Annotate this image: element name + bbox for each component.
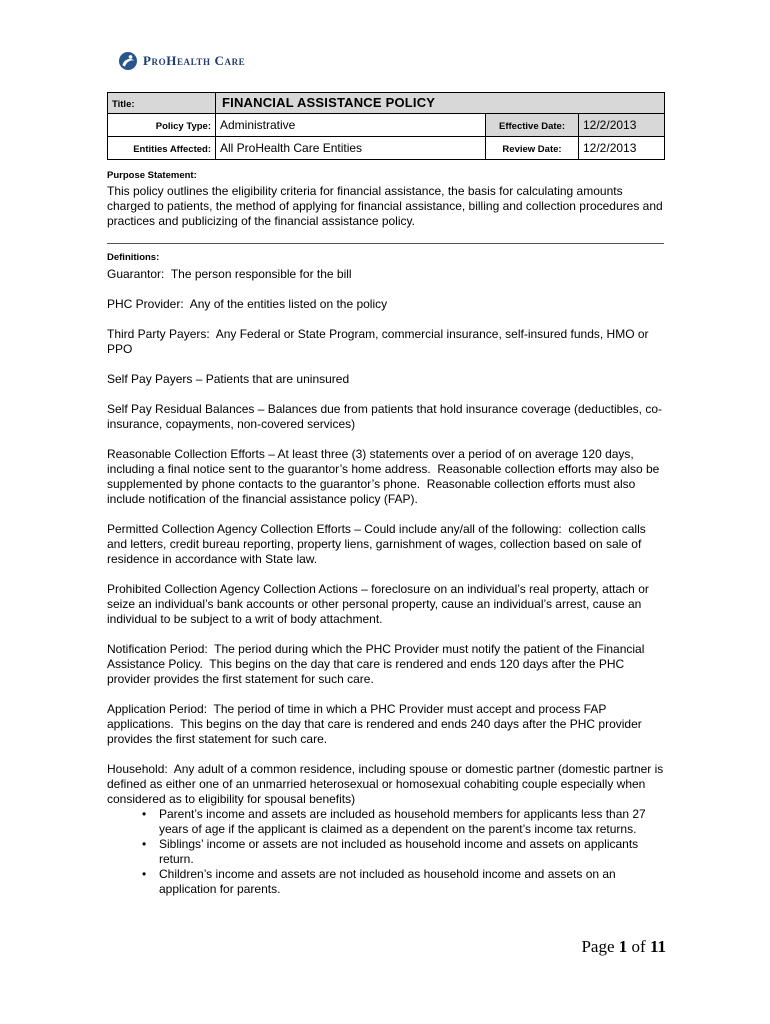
policy-header-table xyxy=(107,92,665,160)
review-date-label: Review Date: xyxy=(502,144,562,155)
logo-text: ProHealth Care xyxy=(143,53,246,68)
definition-self-pay-payers: Self Pay Payers – Patients that are uninsured xyxy=(107,372,350,386)
effective-date-value-cell xyxy=(579,114,665,137)
definition-prohibited-collection-actions: Prohibited Collection Agency Collection Actions – foreclosure on an individual’s real property, attach or seize an individual’s bank accounts or other personal property, cause an individual’s arrest, cause an individual to be subject to a writ of body attachment. xyxy=(107,582,653,626)
purpose-statement-text: This policy outlines the eligibility criteria for financial assistance, the basis for calculating amounts charged to patients, the method of applying for financial assistance, billing and collection procedures and practices and publicizing of the financial assistance policy. xyxy=(107,184,667,228)
policy-type-value: Administrative xyxy=(220,118,296,132)
prohealth-care-logo xyxy=(119,52,245,70)
definition-third-party-payers: Third Party Payers: Any Federal or State Program, commercial insurance, self-insured funds, HMO or PPO xyxy=(107,327,652,356)
effective-date-label: Effective Date: xyxy=(499,121,565,132)
purpose-section xyxy=(107,170,667,229)
purpose-statement-label: Purpose Statement: xyxy=(107,170,197,181)
definition-self-pay-residual-balances: Self Pay Residual Balances – Balances due from patients that hold insurance coverage (deductibles, co-insurance, copayments, non-covered services) xyxy=(107,402,662,431)
definition-permitted-collection-efforts: Permitted Collection Agency Collection Efforts – Could include any/all of the following: collection calls and letters, credit bureau reporting, property liens, garnishment of wages, collection based on sale of residence in accordance with State law. xyxy=(107,522,650,566)
definition-household: Household: Any adult of a common residence, including spouse or domestic partner (domestic partner is defined as either one of an unmarried heterosexual or homosexual cohabiting couple especially when considered as to eligibility for spousal benefits) xyxy=(107,762,667,806)
title-value-cell xyxy=(216,93,665,114)
definition-reasonable-collection-efforts: Reasonable Collection Efforts – At least three (3) statements over a period of on average 120 days, including a final notice sent to the guarantor’s home address. Reasonable collection efforts may also be supplemented by phone contacts to the guarantor’s phone. Reasonable collection efforts must also include notification of the financial assistance policy (FAP). xyxy=(107,447,663,506)
definition-application-period: Application Period: The period of time in which a PHC Provider must accept and process FAP applications. This begins on the day that care is rendered and ends 240 days after the PHC provider provides the first statement for such care. xyxy=(107,702,646,746)
definition-phc-provider: PHC Provider: Any of the entities listed on the policy xyxy=(107,297,388,311)
title-label: Title: xyxy=(112,99,135,110)
bullet-childrens-income: • Children’s income and assets are not included as household income and assets on an application for parents. xyxy=(140,867,664,897)
table-row-title xyxy=(108,93,665,114)
definitions-label: Definitions: xyxy=(107,252,160,263)
effective-date-value: 12/2/2013 xyxy=(583,118,637,132)
review-date-value: 12/2/2013 xyxy=(583,141,637,155)
table-row-policy-type xyxy=(108,114,665,137)
policy-type-label: Policy Type: xyxy=(155,121,211,132)
entities-value-cell xyxy=(216,137,486,160)
title-label-cell xyxy=(108,93,216,114)
document-body xyxy=(107,170,667,897)
footer-page-word: Page xyxy=(581,937,615,956)
entities-value: All ProHealth Care Entities xyxy=(220,141,363,155)
footer-page-number: 1 xyxy=(618,937,628,956)
definition-guarantor: Guarantor: The person responsible for the bill xyxy=(107,267,352,281)
section-divider xyxy=(107,243,664,244)
definitions-section xyxy=(107,252,667,897)
review-date-label-cell xyxy=(486,137,579,160)
bullet-siblings-income: • Siblings’ income or assets are not included as household income and assets on applicants return. xyxy=(140,837,664,867)
review-date-value-cell xyxy=(579,137,665,160)
definition-notification-period: Notification Period: The period during which the PHC Provider must notify the patient of the Financial Assistance Policy. This begins on the day that care is rendered and ends 120 days after the PHC provider provides the first statement for such care. xyxy=(107,642,648,686)
policy-type-label-cell xyxy=(108,114,216,137)
page-footer xyxy=(581,937,666,957)
entities-label: Entities Affected: xyxy=(133,144,211,155)
prohealth-logo-icon xyxy=(119,52,137,70)
footer-total-pages: 11 xyxy=(649,937,666,956)
table-row-entities xyxy=(108,137,665,160)
bullet-parents-income: • Parent’s income and assets are included as household members for applicants less than 27 years of age if the applicant is claimed as a dependent on the parent’s income tax returns. xyxy=(140,807,664,837)
household-bullet-list xyxy=(107,807,664,897)
policy-type-value-cell xyxy=(216,114,486,137)
policy-title: FINANCIAL ASSISTANCE POLICY xyxy=(222,95,436,110)
entities-label-cell xyxy=(108,137,216,160)
effective-date-label-cell xyxy=(486,114,579,137)
footer-of-word: of xyxy=(631,937,646,956)
